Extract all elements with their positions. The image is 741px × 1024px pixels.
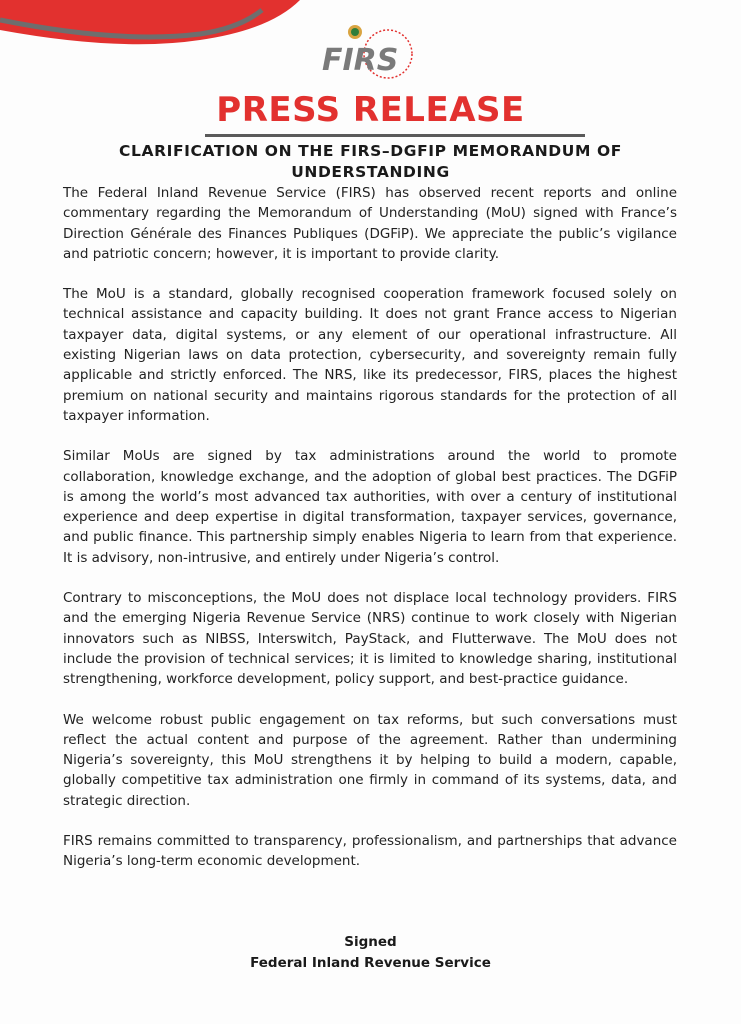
- paragraph-intro: The Federal Inland Revenue Service (FIRS) has observed recent reports and online commentary regarding the Memorandum of Understanding (MoU) signed with France’s Direction Générale des Finances Publiques (DGFiP). We appreciate the public’s vigilance and patriotic concern; however, it is important to provide clarity.: [63, 185, 677, 262]
- signing-organization: Federal Inland Revenue Service: [250, 955, 491, 971]
- title-divider: [205, 134, 585, 137]
- press-release-body: [63, 183, 677, 892]
- signoff-block: [0, 932, 741, 974]
- coat-of-arms-icon: [348, 25, 362, 39]
- clarification-heading: CLARIFICATION ON THE FIRS–DGFIP MEMORANDUM OF UNDERSTANDING: [119, 142, 622, 181]
- paragraph-public-engagement: We welcome robust public engagement on tax reforms, but such conversations must reflect the actual content and purpose of the agreement. Rather than undermining Nigeria’s sovereignty, this MoU strengthens it by helping to build a modern, capable, globally competitive tax administration one firmly in command of its systems, data, and strategic direction.: [63, 711, 677, 809]
- paragraph-commitment: FIRS remains committed to transparency, professionalism, and partnerships that advance Nigeria’s long-term economic development.: [63, 833, 677, 870]
- paragraph-similar-mous: Similar MoUs are signed by tax administrations around the world to promote collaboration, knowledge exchange, and the adoption of global best practices. The DGFiP is among the world’s most advanced tax authorities, with over a century of institutional experience and deep expertise in digital transformation, taxpayer services, governance, and public finance. This partnership simply enables Nigeria to learn from that experience. It is advisory, non-intrusive, and entirely under Nigeria’s control.: [63, 448, 677, 566]
- logo-wordmark: FIRS: [322, 43, 399, 78]
- paragraph-local-providers: Contrary to misconceptions, the MoU does not displace local technology providers. FIRS and the emerging Nigeria Revenue Service (NRS) continue to work closely with Nigerian innovators such as NIBSS, Interswitch, PayStack, and Flutterwave. The MoU does not include the provision of technical services; it is limited to knowledge sharing, institutional strengthening, workforce development, policy support, and best-practice guidance.: [63, 590, 677, 688]
- signed-label: Signed: [344, 934, 397, 950]
- firs-logo: [318, 20, 422, 86]
- paragraph-framework: The MoU is a standard, globally recognised cooperation framework focused solely on technical assistance and capacity building. It does not grant France access to Nigerian taxpayer data, digital systems, or any element of our operational infrastructure. All existing Nigerian laws on data protection, cybersecurity, and sovereignty remain fully applicable and strictly enforced. The NRS, like its predecessor, FIRS, places the highest premium on national security and maintains rigorous standards for the protection of all taxpayer information.: [63, 286, 677, 424]
- corner-swoosh-decoration: [0, 0, 320, 60]
- page-title: PRESS RELEASE: [216, 90, 525, 130]
